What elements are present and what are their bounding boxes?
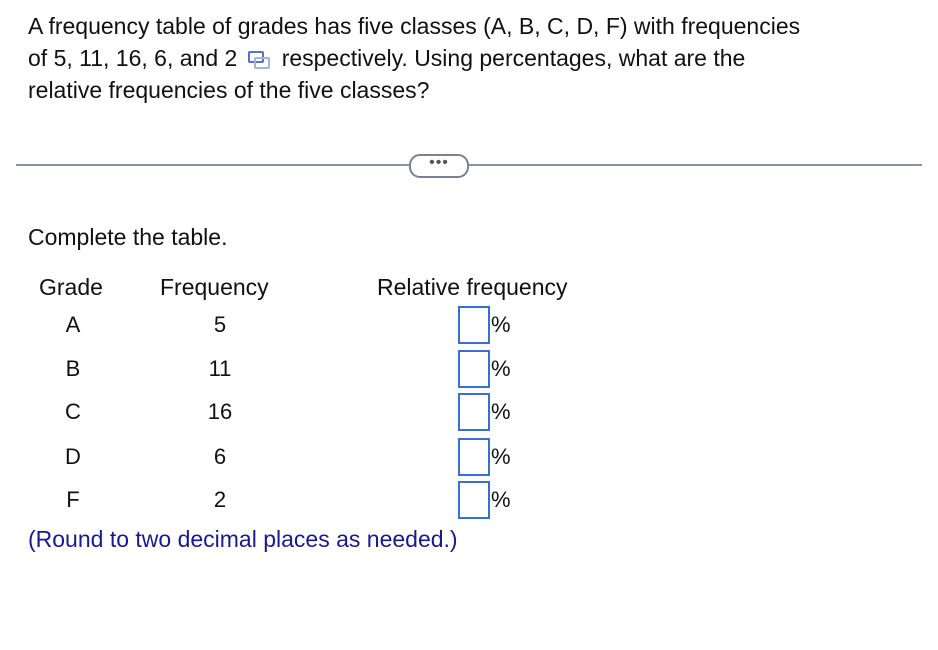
percent-sign: %: [491, 312, 511, 337]
frequency-cell: 11: [208, 356, 232, 381]
copy-data-icon[interactable]: [248, 51, 270, 67]
grade-cell: B: [65, 356, 81, 381]
question-text: [28, 10, 918, 106]
more-button[interactable]: •••: [409, 154, 469, 178]
grade-cell: D: [65, 444, 81, 469]
percent-sign: %: [491, 356, 511, 381]
header-frequency: Frequency: [160, 274, 269, 300]
percent-sign: %: [491, 399, 511, 424]
percent-sign: %: [491, 487, 511, 512]
header-relative-frequency: Relative frequency: [377, 274, 568, 300]
relative-frequency-input[interactable]: [458, 350, 490, 388]
divider: [16, 164, 922, 166]
relative-frequency-input[interactable]: [458, 481, 490, 519]
frequency-cell: 6: [213, 444, 227, 469]
question-line-2b: respectively. Using percentages, what are the: [281, 45, 746, 71]
frequency-cell: 5: [213, 312, 227, 337]
relative-frequency-input[interactable]: [458, 393, 490, 431]
percent-sign: %: [491, 444, 511, 469]
rounding-note: (Round to two decimal places as needed.): [28, 526, 458, 552]
relative-frequency-input[interactable]: [458, 438, 490, 476]
grade-cell: F: [66, 487, 80, 512]
relative-frequency-input[interactable]: [458, 306, 490, 344]
grade-cell: A: [65, 312, 81, 337]
grade-cell: C: [65, 399, 81, 424]
question-line-2a: of 5, 11, 16, 6, and 2: [28, 45, 238, 71]
instruction: Complete the table.: [28, 224, 228, 250]
question-line-1: A frequency table of grades has five classes (A, B, C, D, F) with frequencies: [28, 13, 801, 39]
frequency-cell: 2: [213, 487, 227, 512]
question-line-3: relative frequencies of the five classes?: [28, 77, 430, 103]
frequency-cell: 16: [207, 399, 233, 424]
header-grade: Grade: [39, 274, 103, 300]
